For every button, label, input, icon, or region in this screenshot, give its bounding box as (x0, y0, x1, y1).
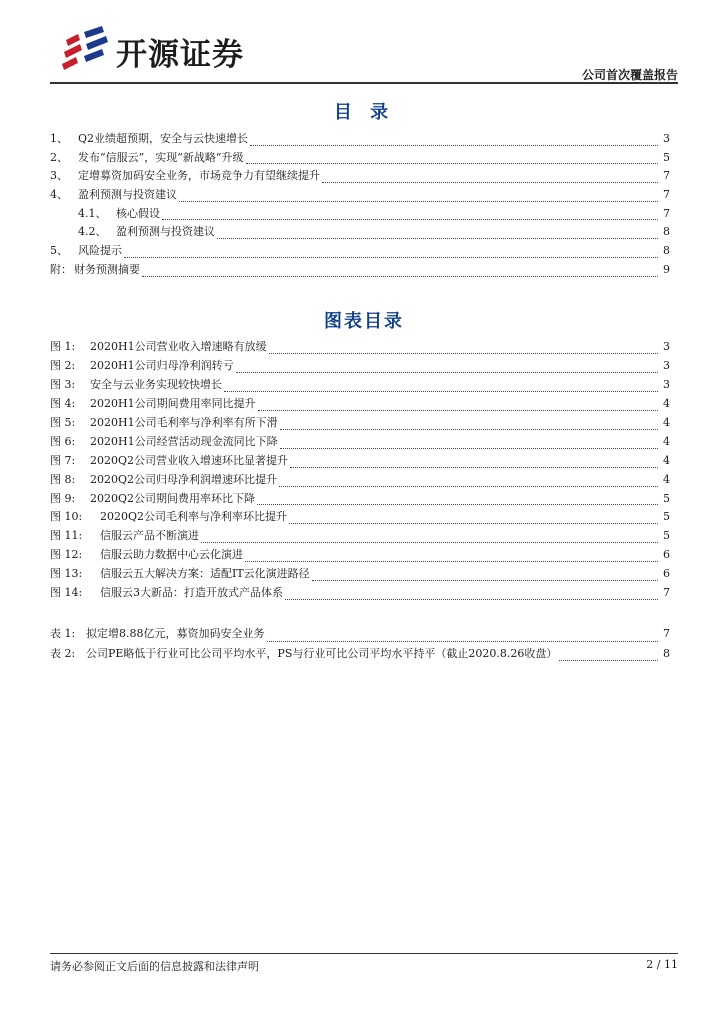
entry-number: 表 1: (50, 627, 76, 640)
entry-number: 图 12: (50, 548, 83, 562)
entry-number: 图 7: (50, 453, 76, 467)
entry-title: 2020Q2公司毛利率与净利率环比提升 (100, 510, 288, 524)
figure-entry[interactable] (50, 527, 670, 546)
dot-leader (280, 429, 658, 430)
entry-number: 2、 (50, 150, 68, 164)
brand-name: 开源证券 (116, 37, 244, 73)
dot-leader (245, 561, 658, 562)
table-of-contents (50, 130, 670, 280)
page-indicator: 2 / 11 (646, 958, 678, 971)
entry-page-number: 5 (663, 529, 670, 543)
entry-number: 图 2: (50, 358, 76, 372)
dot-leader (269, 353, 658, 354)
entry-number: 5、 (50, 244, 68, 258)
entry-title: 信服云五大解决方案：适配IT云化演进路径 (100, 567, 310, 581)
toc-entry[interactable] (50, 167, 670, 186)
dot-leader (267, 641, 659, 642)
table-entry[interactable] (50, 645, 670, 665)
entry-page-number: 3 (663, 132, 670, 145)
dot-leader (142, 276, 658, 277)
dot-leader (124, 257, 658, 258)
dot-leader (201, 542, 658, 543)
entry-title: 财务预测摘要 (74, 262, 140, 276)
dot-leader (312, 580, 658, 581)
entry-title: 安全与云业务实现较快增长 (90, 377, 222, 391)
entry-number: 附： (50, 262, 72, 276)
entry-page-number: 6 (663, 548, 670, 562)
entry-title: 2020Q2公司归母净利润增速环比提升 (90, 472, 278, 486)
entry-number: 图 4: (50, 396, 76, 410)
entry-title: 2020Q2公司期间费用率环比下降 (90, 491, 256, 505)
entry-number: 图 10: (50, 510, 83, 524)
entry-title: 盈利预测与投资建议 (116, 225, 215, 239)
toc-entry[interactable] (50, 242, 670, 261)
figures-toc-title: 图表目录 (324, 311, 404, 332)
figure-entry[interactable] (50, 546, 670, 565)
entry-title: 信服云3大新品：打造开放式产品体系 (100, 586, 283, 600)
dot-leader (162, 219, 658, 220)
figure-list (50, 338, 670, 603)
entry-page-number: 7 (663, 169, 670, 183)
entry-page-number: 8 (663, 646, 670, 660)
toc-entry[interactable] (50, 261, 670, 280)
entry-page-number: 3 (663, 377, 670, 391)
entry-number: 3、 (50, 169, 68, 183)
dot-leader (559, 660, 658, 661)
dot-leader (258, 410, 658, 411)
figure-entry[interactable] (50, 395, 670, 414)
entry-title: 2020H1公司营业收入增速略有放缓 (90, 340, 267, 353)
footer-disclaimer: 请务必参阅正文后面的信息披露和法律声明 (50, 960, 259, 973)
entry-number: 4.2、 (78, 225, 107, 239)
entry-number: 图 3: (50, 377, 76, 391)
toc-entry[interactable] (50, 149, 670, 168)
report-type-label: 公司首次覆盖报告 (581, 68, 678, 82)
entry-page-number: 5 (663, 510, 670, 524)
entry-number: 图 14: (50, 586, 83, 600)
entry-page-number: 5 (663, 491, 670, 505)
entry-title: 发布“信服云”，实现“新战略”升级 (78, 150, 244, 164)
entry-page-number: 6 (663, 567, 670, 581)
header-divider (50, 82, 678, 84)
entry-page-number: 4 (663, 415, 670, 429)
dot-leader (280, 448, 658, 449)
dot-leader (217, 238, 658, 239)
figure-entry[interactable] (50, 433, 670, 452)
dot-leader (322, 182, 658, 183)
brand-logo-icon (62, 26, 114, 70)
toc-entry[interactable] (50, 223, 670, 242)
entry-page-number: 9 (663, 262, 670, 276)
entry-title: 2020H1公司归母净利润转亏 (90, 358, 234, 372)
figure-entry[interactable] (50, 357, 670, 376)
figure-entry[interactable] (50, 338, 670, 357)
toc-entry[interactable] (50, 186, 670, 205)
figure-entry[interactable] (50, 471, 670, 490)
entry-page-number: 4 (663, 396, 670, 410)
entry-number: 4、 (50, 188, 68, 202)
dot-leader (289, 523, 658, 524)
figure-entry[interactable] (50, 490, 670, 509)
figure-entry[interactable] (50, 565, 670, 584)
entry-number: 图 9: (50, 491, 76, 505)
toc-entry[interactable] (50, 205, 670, 224)
entry-number: 1、 (50, 132, 68, 145)
entry-title: 定增募资加码安全业务，市场竞争力有望继续提升 (78, 169, 320, 183)
entry-title: 2020H1公司期间费用率同比提升 (90, 396, 256, 410)
table-entry[interactable] (50, 625, 670, 645)
entry-title: Q2业绩超预期，安全与云快速增长 (78, 132, 249, 145)
entry-page-number: 7 (663, 627, 670, 640)
figure-entry[interactable] (50, 452, 670, 471)
entry-title: 2020Q2公司营业收入增速环比显著提升 (90, 453, 289, 467)
entry-page-number: 3 (663, 340, 670, 353)
entry-page-number: 7 (663, 206, 670, 220)
dot-leader (290, 467, 658, 468)
entry-page-number: 5 (663, 150, 670, 164)
entry-title: 2020H1公司经营活动现金流同比下降 (90, 434, 278, 448)
entry-page-number: 7 (663, 188, 670, 202)
dot-leader (285, 599, 658, 600)
entry-number: 图 11: (50, 529, 83, 543)
entry-number: 4.1、 (78, 206, 107, 220)
entry-page-number: 7 (663, 586, 670, 600)
dot-leader (246, 163, 659, 164)
dot-leader (236, 372, 658, 373)
entry-page-number: 4 (663, 472, 670, 486)
footer-divider (50, 953, 678, 954)
entry-number: 图 6: (50, 434, 76, 448)
dot-leader (179, 201, 658, 202)
entry-title: 拟定增8.88亿元，募资加码安全业务 (86, 627, 265, 640)
dot-leader (224, 391, 658, 392)
dot-leader (250, 145, 658, 146)
entry-page-number: 8 (663, 225, 670, 239)
entry-number: 表 2: (50, 646, 76, 660)
entry-page-number: 3 (663, 358, 670, 372)
entry-page-number: 4 (663, 453, 670, 467)
figure-entry[interactable] (50, 414, 670, 433)
entry-title: 信服云助力数据中心云化演进 (100, 548, 243, 562)
entry-title: 公司PE略低于行业可比公司平均水平，PS与行业可比公司平均水平持平（截止2020.8.26收盘） (86, 646, 558, 660)
dot-leader (279, 486, 658, 487)
entry-number: 图 8: (50, 472, 76, 486)
page-header (50, 24, 678, 84)
entry-title: 盈利预测与投资建议 (78, 188, 177, 202)
toc-entry[interactable] (50, 130, 670, 149)
table-list (50, 625, 670, 664)
toc-title: 目 录 (333, 102, 395, 123)
figure-entry[interactable] (50, 584, 670, 603)
entry-title: 信服云产品不断演进 (100, 529, 199, 543)
entry-page-number: 8 (663, 244, 670, 258)
entry-title: 2020H1公司毛利率与净利率有所下滑 (90, 415, 278, 429)
entry-page-number: 4 (663, 434, 670, 448)
figure-entry[interactable] (50, 508, 670, 527)
entry-title: 核心假设 (116, 206, 160, 220)
dot-leader (257, 504, 658, 505)
entry-number: 图 13: (50, 567, 83, 581)
entry-number: 图 1: (50, 340, 76, 353)
entry-title: 风险提示 (78, 244, 122, 258)
entry-number: 图 5: (50, 415, 76, 429)
figure-entry[interactable] (50, 376, 670, 395)
